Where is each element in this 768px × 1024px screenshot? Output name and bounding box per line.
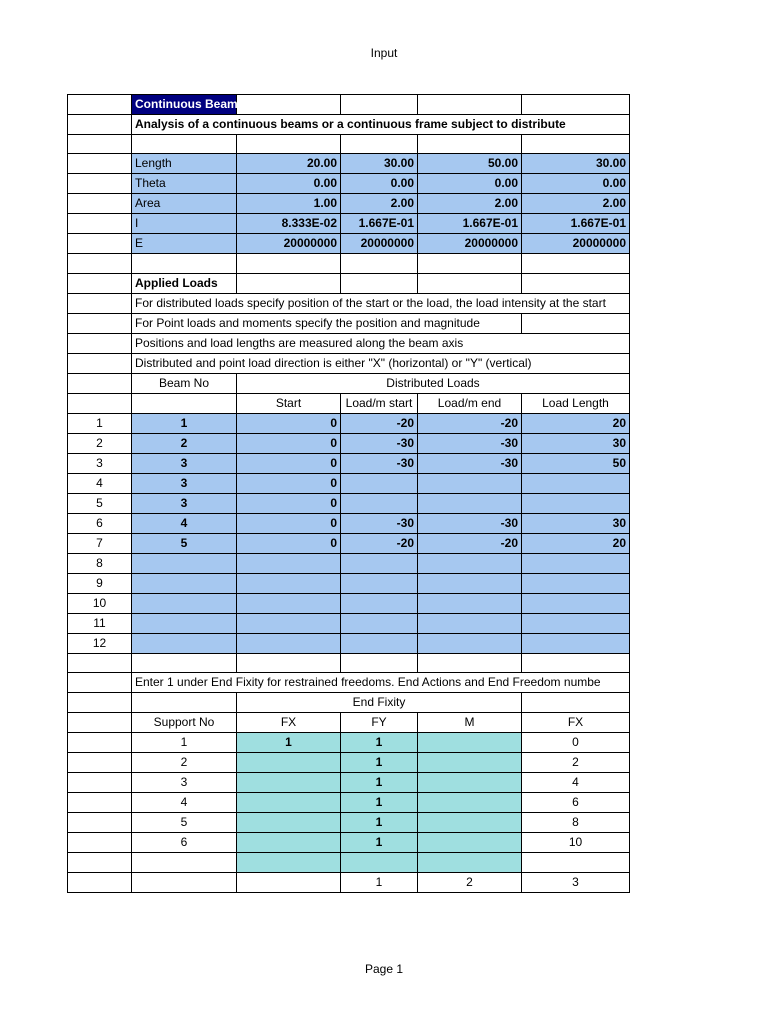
property-value[interactable]: 0.00 xyxy=(341,174,418,194)
empty-cell[interactable] xyxy=(237,273,341,293)
empty-cell[interactable] xyxy=(418,254,522,273)
load-end-cell[interactable] xyxy=(418,613,522,633)
m-cell[interactable] xyxy=(418,833,522,853)
beam-no-cell[interactable]: 1 xyxy=(132,413,237,433)
load-length-cell[interactable] xyxy=(522,573,630,593)
m-cell[interactable] xyxy=(418,733,522,753)
empty-cell[interactable] xyxy=(68,753,132,773)
support-row xyxy=(68,773,630,793)
property-value[interactable]: 20000000 xyxy=(522,234,630,254)
property-value[interactable]: 1.667E-01 xyxy=(418,214,522,234)
property-label: I xyxy=(132,214,237,234)
load-end-header: Load/m end xyxy=(418,393,522,413)
empty-cell[interactable] xyxy=(522,254,630,273)
blank-row xyxy=(68,135,630,154)
empty-cell[interactable] xyxy=(68,234,132,254)
load-row xyxy=(68,553,630,573)
sheet-title: Continuous Beam Analysis xyxy=(132,95,237,115)
load-end-cell[interactable] xyxy=(418,553,522,573)
support-no-cell: 4 xyxy=(132,793,237,813)
load-row xyxy=(68,593,630,613)
load-end-cell[interactable]: -20 xyxy=(418,533,522,553)
freedom-number: 1 xyxy=(341,872,418,892)
load-length-cell[interactable]: 30 xyxy=(522,513,630,533)
sheet-subtitle: Analysis of a continuous beams or a continuous frame subject to distribute xyxy=(132,115,630,135)
m-cell[interactable] xyxy=(418,773,522,793)
property-value[interactable]: 20000000 xyxy=(418,234,522,254)
row-number: 8 xyxy=(68,553,132,573)
fixity-header-row xyxy=(68,693,630,713)
empty-cell[interactable] xyxy=(68,154,132,174)
load-end-cell[interactable] xyxy=(418,493,522,513)
load-row xyxy=(68,453,630,473)
distributed-loads-header: Distributed Loads xyxy=(237,373,630,393)
property-value[interactable]: 20000000 xyxy=(237,234,341,254)
load-length-cell[interactable] xyxy=(522,633,630,653)
spreadsheet-table xyxy=(67,94,630,893)
support-row xyxy=(68,753,630,773)
load-end-cell[interactable] xyxy=(418,573,522,593)
empty-cell[interactable] xyxy=(68,115,132,135)
bottom-numbers-row xyxy=(68,872,630,892)
fx-cell[interactable] xyxy=(237,773,341,793)
support-no-cell: 2 xyxy=(132,753,237,773)
empty-cell[interactable] xyxy=(522,653,630,672)
load-end-cell[interactable]: -30 xyxy=(418,433,522,453)
load-end-cell[interactable] xyxy=(418,473,522,493)
fy-header: FY xyxy=(341,713,418,733)
empty-cell[interactable] xyxy=(68,793,132,813)
load-length-cell[interactable]: 50 xyxy=(522,453,630,473)
property-value[interactable]: 0.00 xyxy=(418,174,522,194)
empty-cell[interactable] xyxy=(522,313,630,333)
support-row xyxy=(68,813,630,833)
fy-cell[interactable]: 1 xyxy=(341,733,418,753)
property-value[interactable]: 20000000 xyxy=(341,234,418,254)
start-cell[interactable]: 0 xyxy=(237,433,341,453)
beam-no-cell[interactable]: 3 xyxy=(132,473,237,493)
property-row xyxy=(68,234,630,254)
beam-no-cell[interactable] xyxy=(132,633,237,653)
property-value[interactable]: 1.667E-01 xyxy=(341,214,418,234)
empty-cell[interactable] xyxy=(522,853,630,872)
load-row xyxy=(68,533,630,553)
load-length-cell[interactable] xyxy=(522,553,630,573)
page-footer: Page 1 xyxy=(364,962,404,976)
property-value[interactable]: 2.00 xyxy=(522,194,630,214)
support-no-cell: 5 xyxy=(132,813,237,833)
property-value[interactable]: 0.00 xyxy=(237,174,341,194)
fy-cell[interactable]: 1 xyxy=(341,833,418,853)
support-no-cell: 6 xyxy=(132,833,237,853)
fx2-cell: 4 xyxy=(522,773,630,793)
empty-cell[interactable] xyxy=(418,95,522,115)
fx2-cell: 10 xyxy=(522,833,630,853)
load-row xyxy=(68,433,630,453)
row-number: 1 xyxy=(68,413,132,433)
fx2-cell: 2 xyxy=(522,753,630,773)
beam-no-header: Beam No xyxy=(132,373,237,393)
property-value[interactable]: 0.00 xyxy=(522,174,630,194)
empty-cell[interactable] xyxy=(68,194,132,214)
empty-cell[interactable] xyxy=(132,653,237,672)
property-label: Length xyxy=(132,154,237,174)
load-start-cell[interactable] xyxy=(341,493,418,513)
load-start-cell[interactable]: -30 xyxy=(341,513,418,533)
empty-cell[interactable] xyxy=(68,95,132,115)
start-cell[interactable] xyxy=(237,613,341,633)
row-number: 7 xyxy=(68,533,132,553)
load-row xyxy=(68,633,630,653)
m-header: M xyxy=(418,713,522,733)
title-row xyxy=(68,95,630,115)
start-cell[interactable]: 0 xyxy=(237,453,341,473)
start-cell[interactable] xyxy=(237,553,341,573)
empty-cell[interactable] xyxy=(68,254,132,273)
load-length-header: Load Length xyxy=(522,393,630,413)
property-value[interactable]: 2.00 xyxy=(418,194,522,214)
property-row xyxy=(68,174,630,194)
row-number: 2 xyxy=(68,433,132,453)
property-value[interactable]: 8.333E-02 xyxy=(237,214,341,234)
load-row xyxy=(68,473,630,493)
beam-no-cell[interactable]: 5 xyxy=(132,533,237,553)
empty-cell[interactable] xyxy=(132,393,237,413)
load-start-cell[interactable]: -20 xyxy=(341,413,418,433)
start-header: Start xyxy=(237,393,341,413)
beam-no-cell[interactable]: 2 xyxy=(132,433,237,453)
loads-header-row xyxy=(68,373,630,393)
note-text: For Point loads and moments specify the position and magnitude xyxy=(132,313,522,333)
load-end-cell[interactable]: -20 xyxy=(418,413,522,433)
support-no-header: Support No xyxy=(132,713,237,733)
note-row xyxy=(68,293,630,313)
beam-no-cell[interactable] xyxy=(132,613,237,633)
fy-cell[interactable]: 1 xyxy=(341,753,418,773)
support-row xyxy=(68,793,630,813)
property-row xyxy=(68,154,630,174)
beam-no-cell[interactable]: 3 xyxy=(132,493,237,513)
empty-cell[interactable] xyxy=(341,653,418,672)
applied-loads-heading: Applied Loads xyxy=(132,273,237,293)
empty-cell[interactable] xyxy=(68,135,132,154)
property-value[interactable]: 50.00 xyxy=(418,154,522,174)
note-text: For distributed loads specify position of the start or the load, the load intensity at the start xyxy=(132,293,630,313)
property-value[interactable]: 20.00 xyxy=(237,154,341,174)
empty-cell[interactable] xyxy=(341,853,418,872)
row-number: 12 xyxy=(68,633,132,653)
beam-no-cell[interactable] xyxy=(132,593,237,613)
fy-cell[interactable]: 1 xyxy=(341,793,418,813)
load-start-cell[interactable] xyxy=(341,553,418,573)
property-value[interactable]: 1.667E-01 xyxy=(522,214,630,234)
load-end-cell[interactable] xyxy=(418,633,522,653)
fx-cell[interactable] xyxy=(237,753,341,773)
fx2-cell: 6 xyxy=(522,793,630,813)
m-cell[interactable] xyxy=(418,813,522,833)
empty-cell[interactable] xyxy=(237,872,341,892)
empty-cell[interactable] xyxy=(341,254,418,273)
blank-row xyxy=(68,254,630,273)
start-cell[interactable]: 0 xyxy=(237,533,341,553)
load-end-cell[interactable]: -30 xyxy=(418,513,522,533)
empty-cell[interactable] xyxy=(68,293,132,313)
empty-cell[interactable] xyxy=(68,333,132,353)
row-number: 3 xyxy=(68,453,132,473)
beam-no-cell[interactable] xyxy=(132,553,237,573)
page-header: Input xyxy=(370,46,398,60)
fx-cell[interactable] xyxy=(237,833,341,853)
load-length-cell[interactable] xyxy=(522,593,630,613)
empty-cell[interactable] xyxy=(68,813,132,833)
support-row xyxy=(68,833,630,853)
blank-row xyxy=(68,653,630,672)
empty-cell[interactable] xyxy=(341,273,418,293)
load-start-cell[interactable]: -20 xyxy=(341,533,418,553)
empty-cell[interactable] xyxy=(68,273,132,293)
freedom-number: 2 xyxy=(418,872,522,892)
fx2-cell: 0 xyxy=(522,733,630,753)
fx2-cell: 8 xyxy=(522,813,630,833)
subtitle-row xyxy=(68,115,630,135)
m-cell[interactable] xyxy=(418,793,522,813)
empty-cell[interactable] xyxy=(341,95,418,115)
empty-cell[interactable] xyxy=(522,135,630,154)
fx2-header: FX xyxy=(522,713,630,733)
empty-cell[interactable] xyxy=(68,373,132,393)
fixity-note: Enter 1 under End Fixity for restrained freedoms. End Actions and End Freedom numbe xyxy=(132,673,630,693)
beam-no-cell[interactable] xyxy=(132,573,237,593)
start-cell[interactable]: 0 xyxy=(237,473,341,493)
empty-cell[interactable] xyxy=(418,653,522,672)
empty-cell[interactable] xyxy=(68,174,132,194)
row-number: 11 xyxy=(68,613,132,633)
load-length-cell[interactable]: 20 xyxy=(522,413,630,433)
note-text: Distributed and point load direction is either "X" (horizontal) or "Y" (vertical) xyxy=(132,353,630,373)
empty-cell[interactable] xyxy=(68,853,132,872)
load-start-cell[interactable] xyxy=(341,573,418,593)
empty-cell[interactable] xyxy=(68,214,132,234)
empty-cell[interactable] xyxy=(68,773,132,793)
empty-cell[interactable] xyxy=(237,653,341,672)
empty-cell[interactable] xyxy=(68,653,132,672)
load-start-cell[interactable] xyxy=(341,473,418,493)
fixity-subheader-row xyxy=(68,713,630,733)
empty-cell[interactable] xyxy=(68,673,132,693)
empty-cell[interactable] xyxy=(132,135,237,154)
load-length-cell[interactable] xyxy=(522,493,630,513)
load-row xyxy=(68,413,630,433)
fx-cell[interactable] xyxy=(237,793,341,813)
load-length-cell[interactable] xyxy=(522,473,630,493)
property-row xyxy=(68,194,630,214)
property-row xyxy=(68,214,630,234)
load-length-cell[interactable] xyxy=(522,613,630,633)
start-cell[interactable]: 0 xyxy=(237,413,341,433)
empty-cell[interactable] xyxy=(237,853,341,872)
empty-cell[interactable] xyxy=(68,693,132,713)
load-start-cell[interactable] xyxy=(341,593,418,613)
empty-cell[interactable] xyxy=(132,872,237,892)
property-value[interactable]: 1.00 xyxy=(237,194,341,214)
row-number: 9 xyxy=(68,573,132,593)
load-start-header: Load/m start xyxy=(341,393,418,413)
property-value[interactable]: 30.00 xyxy=(522,154,630,174)
empty-cell[interactable] xyxy=(522,693,630,713)
empty-cell[interactable] xyxy=(132,693,237,713)
load-row xyxy=(68,573,630,593)
empty-cell[interactable] xyxy=(132,853,237,872)
load-length-cell[interactable]: 30 xyxy=(522,433,630,453)
note-row xyxy=(68,353,630,373)
fy-cell[interactable]: 1 xyxy=(341,773,418,793)
row-number: 10 xyxy=(68,593,132,613)
empty-cell[interactable] xyxy=(132,254,237,273)
note-text: Positions and load lengths are measured along the beam axis xyxy=(132,333,630,353)
empty-cell[interactable] xyxy=(68,833,132,853)
empty-cell[interactable] xyxy=(237,135,341,154)
property-value[interactable]: 30.00 xyxy=(341,154,418,174)
load-end-cell[interactable] xyxy=(418,593,522,613)
empty-cell[interactable] xyxy=(522,95,630,115)
fx-header: FX xyxy=(237,713,341,733)
empty-cell[interactable] xyxy=(68,313,132,333)
load-row xyxy=(68,613,630,633)
support-no-cell: 1 xyxy=(132,733,237,753)
empty-cell[interactable] xyxy=(68,393,132,413)
property-value[interactable]: 2.00 xyxy=(341,194,418,214)
load-start-cell[interactable]: -30 xyxy=(341,453,418,473)
load-start-cell[interactable]: -30 xyxy=(341,433,418,453)
row-number: 5 xyxy=(68,493,132,513)
fixity-note-row xyxy=(68,673,630,693)
start-cell[interactable]: 0 xyxy=(237,493,341,513)
load-start-cell[interactable] xyxy=(341,613,418,633)
beam-no-cell[interactable]: 3 xyxy=(132,453,237,473)
empty-cell[interactable] xyxy=(418,853,522,872)
row-number: 4 xyxy=(68,473,132,493)
empty-cell[interactable] xyxy=(418,135,522,154)
start-cell[interactable] xyxy=(237,633,341,653)
empty-cell[interactable] xyxy=(68,872,132,892)
start-cell[interactable] xyxy=(237,573,341,593)
start-cell[interactable]: 0 xyxy=(237,513,341,533)
fx-cell[interactable]: 1 xyxy=(237,733,341,753)
load-length-cell[interactable]: 20 xyxy=(522,533,630,553)
beam-no-cell[interactable]: 4 xyxy=(132,513,237,533)
support-row xyxy=(68,733,630,753)
end-fixity-header: End Fixity xyxy=(237,693,522,713)
empty-cell[interactable] xyxy=(68,713,132,733)
note-row xyxy=(68,333,630,353)
empty-cell[interactable] xyxy=(341,135,418,154)
property-label: Area xyxy=(132,194,237,214)
applied-loads-row xyxy=(68,273,630,293)
empty-cell[interactable] xyxy=(522,273,630,293)
empty-cell[interactable] xyxy=(237,254,341,273)
load-row xyxy=(68,493,630,513)
load-end-cell[interactable]: -30 xyxy=(418,453,522,473)
row-number: 6 xyxy=(68,513,132,533)
load-row xyxy=(68,513,630,533)
freedom-number: 3 xyxy=(522,872,630,892)
load-start-cell[interactable] xyxy=(341,633,418,653)
fy-cell[interactable]: 1 xyxy=(341,813,418,833)
property-label: E xyxy=(132,234,237,254)
empty-cell[interactable] xyxy=(418,273,522,293)
m-cell[interactable] xyxy=(418,753,522,773)
empty-cell[interactable] xyxy=(68,353,132,373)
property-label: Theta xyxy=(132,174,237,194)
fx-cell[interactable] xyxy=(237,813,341,833)
support-no-cell: 3 xyxy=(132,773,237,793)
support-row-empty xyxy=(68,853,630,872)
empty-cell[interactable] xyxy=(68,733,132,753)
start-cell[interactable] xyxy=(237,593,341,613)
loads-subheader-row xyxy=(68,393,630,413)
note-row xyxy=(68,313,630,333)
